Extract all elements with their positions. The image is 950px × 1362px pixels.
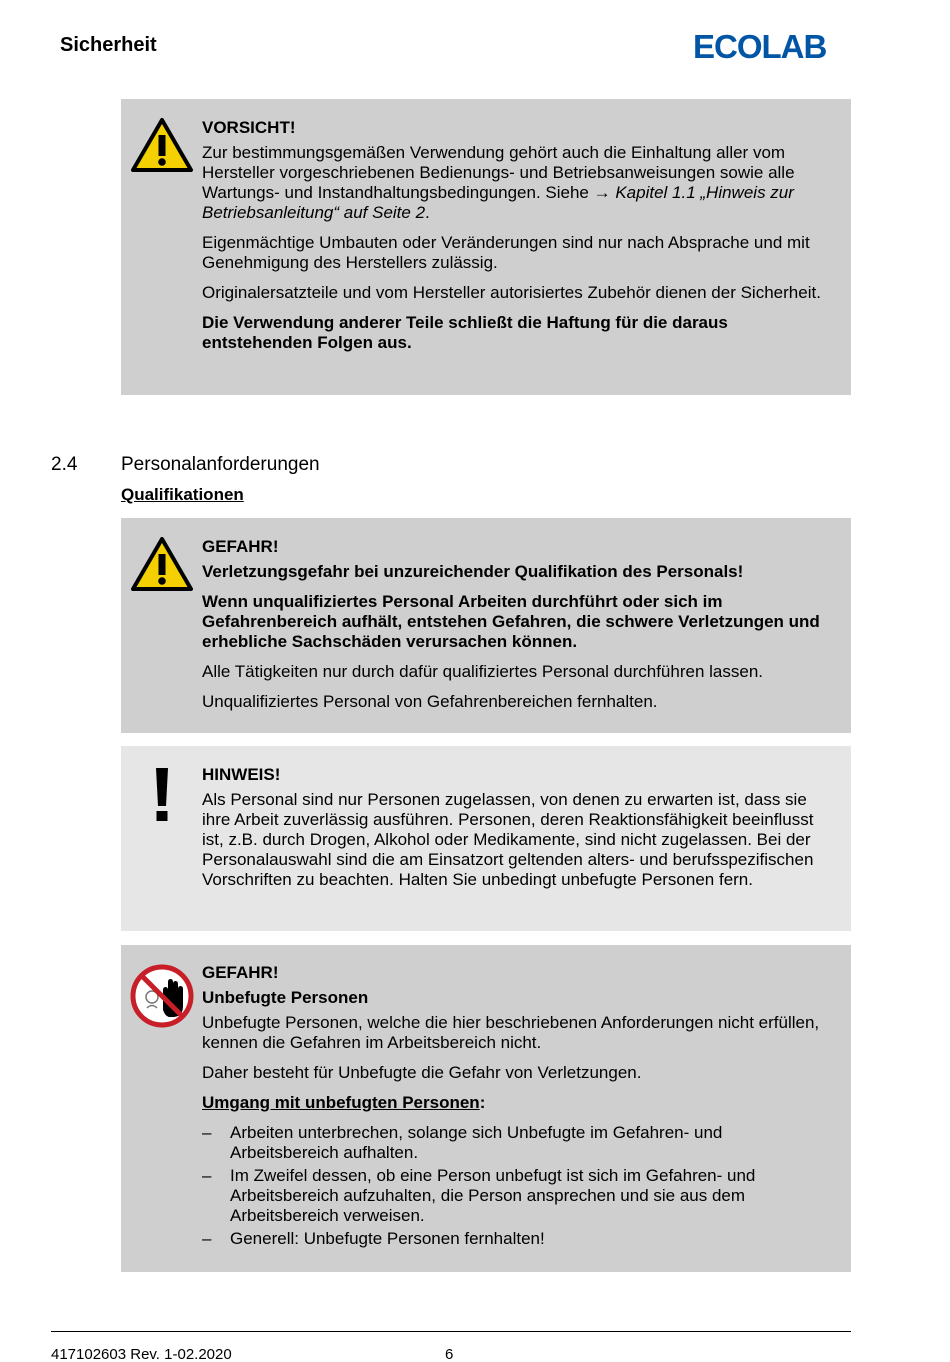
- danger-paragraph: Alle Tätigkeiten nur durch dafür qualifiziertes Personal durchführen lassen.: [202, 662, 763, 681]
- section-title: Personalanforderungen: [121, 454, 320, 475]
- caution-paragraph-bold: Die Verwendung anderer Teile schließt die Haftung für die daraus entstehenden Folgen aus.: [202, 313, 728, 352]
- danger-box-qualification: [121, 518, 851, 733]
- exclamation-icon: [145, 768, 179, 824]
- notice-box: [121, 746, 851, 931]
- notice-paragraph: Als Personal sind nur Personen zugelassen, von denen zu erwarten ist, dass sie ihre Arbeit zuverlässig ausführen. Personen, deren Reaktionsfähigkeit beeinflusst ist, z.B. durch Drogen, Alkohol oder Medikamente, sind nicht zugelassen. Bei der Personalauswahl sind die am Einsatzort geltenden alters- und berufsspezifischen Vorschriften zu beachten. Halten Sie unbedingt unbefugte Personen fern.: [202, 790, 814, 889]
- danger-heading: GEFAHR!: [202, 537, 279, 556]
- danger-paragraph-bold: Verletzungsgefahr bei unzureichender Qualifikation des Personals!: [202, 562, 744, 581]
- danger-paragraph: Daher besteht für Unbefugte die Gefahr von Verletzungen.: [202, 1063, 642, 1082]
- caution-box: [121, 99, 851, 395]
- document-number: 417102603 Rev. 1-02.2020: [51, 1346, 232, 1362]
- no-entry-hand-icon: [130, 964, 194, 1028]
- ecolab-logo: [693, 28, 843, 64]
- section-number: 2.4: [51, 454, 78, 475]
- danger-subheading: Unbefugte Personen: [202, 988, 369, 1007]
- footer-divider: [51, 1331, 851, 1332]
- caution-paragraph: Originalersatzteile und vom Hersteller autorisiertes Zubehör dienen der Sicherheit.: [202, 283, 821, 302]
- danger-paragraph: Unbefugte Personen, welche die hier beschriebenen Anforderungen nicht erfüllen, kennen die Gefahren im Arbeitsbereich nicht.: [202, 1013, 820, 1052]
- unauthorized-handling-list: [202, 1123, 827, 1249]
- list-title: Umgang mit unbefugten Personen:: [202, 1093, 486, 1112]
- danger-heading: GEFAHR!: [202, 963, 279, 982]
- section-subheading: Qualifikationen: [121, 485, 244, 504]
- logo-text: ECOLAB: [693, 28, 827, 64]
- danger-paragraph-bold: Wenn unqualifiziertes Personal Arbeiten durchführt oder sich im Gefahrenbereich aufhält, entstehen Gefahren, die schwere Verletzungen und erhebliche Sachschäden verursachen können.: [202, 592, 820, 651]
- warning-triangle-icon: [130, 536, 194, 592]
- list-item: – Im Zweifel dessen, ob eine Person unbefugt ist sich im Gefahren- und Arbeitsbereich aufzuhalten, die Person ansprechen und sie aus dem Arbeitsbereich verweisen.: [202, 1166, 756, 1225]
- page-number: 6: [445, 1346, 454, 1362]
- danger-box-unauthorized: [121, 945, 851, 1272]
- danger-paragraph: Unqualifiziertes Personal von Gefahrenbereichen fernhalten.: [202, 692, 658, 711]
- list-item: – Generell: Unbefugte Personen fernhalten!: [202, 1229, 545, 1248]
- warning-triangle-icon: [130, 117, 194, 173]
- caution-heading: VORSICHT!: [202, 118, 296, 137]
- list-item: – Arbeiten unterbrechen, solange sich Unbefugte im Gefahren- und Arbeitsbereich aufhalten.: [202, 1123, 723, 1162]
- caution-paragraph: Eigenmächtige Umbauten oder Veränderungen sind nur nach Absprache und mit Genehmigung des Herstellers zulässig.: [202, 233, 810, 272]
- notice-heading: HINWEIS!: [202, 765, 281, 784]
- chapter-reference-link[interactable]: → Kapitel 1.1 „Hinweis zur Betriebsanleitung“ auf Seite 2: [202, 183, 794, 222]
- page-header-title: Sicherheit: [60, 34, 157, 56]
- caution-paragraph: Zur bestimmungsgemäßen Verwendung gehört auch die Einhaltung aller vom Hersteller vorgeschriebenen Bedienungs- und Betriebsanweisungen sowie alle Wartungs- und Instandhaltungsbedingungen. Siehe → Kapitel 1.1 „Hinweis zur Betriebsanleitung“ auf Seite 2.: [202, 143, 795, 222]
